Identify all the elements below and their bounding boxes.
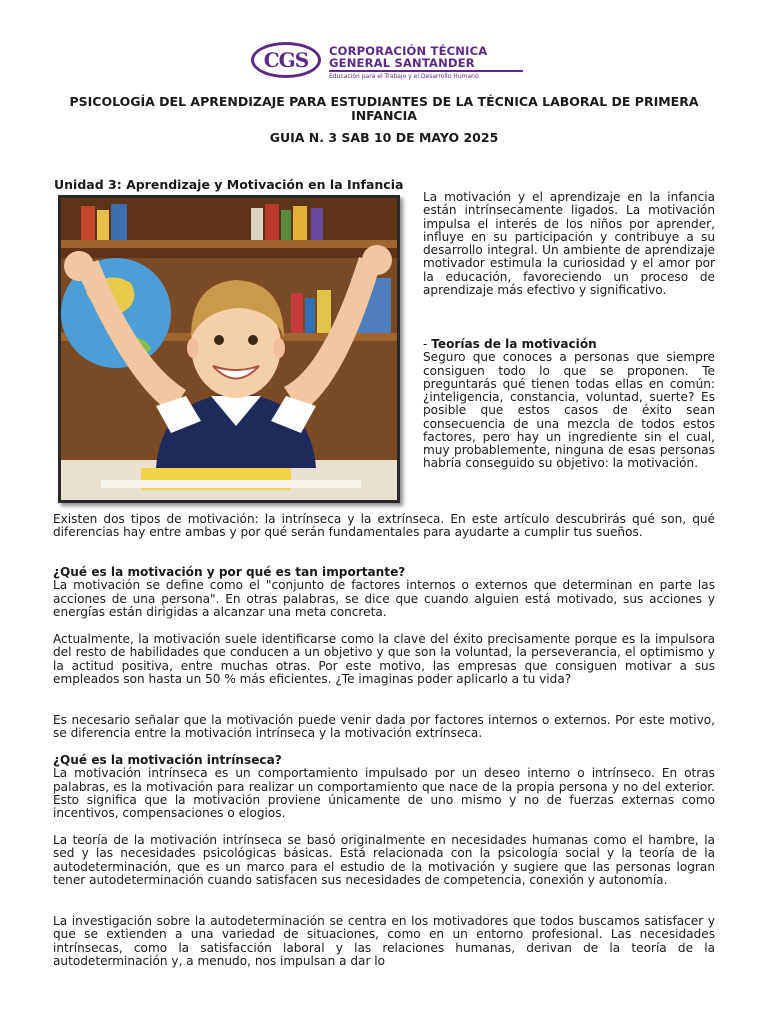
motivation-definition-text: La motivación se define como el "conjunto de factores internos o externos que determinan en parte las acciones de una persona". En otras palabras, se dice que cuando alguien está motivado, sus acciones y energías están dirigidas a alcanzar una meta concreta. — [53, 578, 715, 619]
unit-title: Unidad 3: Aprendizaje y Motivación en la Infancia — [54, 177, 404, 192]
theory-text: La teoría de la motivación intrínseca se basó originalmente en necesidades humanas como el hambre, la sed y las necesidades psicológicas básicas. Está relacionada con la psicología social y la teoría de la autodeterminación, que es un marco para el estudio de la motivación y sugiere que las personas logran tener autodeterminación cuando satisfacen sus necesidades de competencia, conexión y autonomía. — [53, 833, 715, 887]
intro-paragraph — [423, 191, 715, 297]
actualmente-paragraph — [53, 633, 715, 686]
org-name-line1: CORPORACIÓN TÉCNICA — [329, 44, 488, 58]
question-motivation-heading: ¿Qué es la motivación y por qué es tan importante? — [53, 565, 406, 579]
motivation-definition-section — [53, 566, 715, 619]
intrinsic-section — [53, 754, 715, 820]
theories-heading: Teorías de la motivación — [431, 337, 597, 351]
necesario-paragraph — [53, 714, 715, 741]
theory-paragraph — [53, 834, 715, 887]
intrinsic-text: La motivación intrínseca es un comportamiento impulsado por un deseo interno o intrínseco. En otras palabras, es la motivación para realizar un comportamiento que nace de la propia persona y no del exterior. Esto significa que la motivación proviene únicamente de uno mismo y no de fuerzas externas como incentivos, compensaciones o elogios. — [53, 766, 715, 820]
question-intrinsic-heading: ¿Qué es la motivación intrínseca? — [53, 753, 282, 767]
types-text: Existen dos tipos de motivación: la intrínseca y la extrínseca. En este artículo descubrirás qué son, qué diferencias hay entre ambas y por qué serán fundamentales para ayudarte a cumplir tus sueños. — [53, 512, 715, 540]
types-paragraph — [53, 513, 715, 540]
logo-mark: CGS — [263, 48, 309, 72]
institution-logo — [251, 42, 531, 82]
theories-section — [423, 338, 715, 471]
research-paragraph — [53, 915, 715, 968]
theories-text: Seguro que conoces a personas que siempre consiguen todo lo que se proponen. Te preguntarás qué tienen todas ellas en común: ¿inteligencia, constancia, voluntad, suerte? Es posible que estos casos de éxito sean consecuencia de una mezcla de todos estos factores, pero hay un ingrediente sin el cual, muy probablemente, ninguna de esas personas habría conseguido su objetivo: la motivación. — [423, 350, 715, 471]
research-text: La investigación sobre la autodeterminación se centra en los motivadores que todos buscamos satisfacer y que se extienden a una variedad de situaciones, como en un entorno profesional. Las necesidades intrínsecas, como la satisfacción laboral y las relaciones humanas, derivan de la teoría de la autodeterminación y, a menudo, nos impulsan a dar lo — [53, 914, 715, 968]
intro-text: La motivación y el aprendizaje en la infancia están intrínsecamente ligados. La motivación impulsa el interés de los niños por aprender, influye en su participación y contribuye a su desarrollo integral. Un ambiente de aprendizaje motivador estimula la curiosidad y el amor por la educación, favoreciendo un proceso de aprendizaje más efectivo y significativo. — [423, 190, 715, 297]
logo-badge-icon — [251, 42, 321, 78]
logo-divider — [329, 70, 523, 72]
child-illustration — [61, 198, 397, 500]
org-tagline: Educación para el Trabajo y el Desarrollo Humano — [329, 73, 479, 80]
actualmente-text: Actualmente, la motivación suele identificarse como la clave del éxito precisamente porque es la impulsora del resto de habilidades que conducen a un objetivo y que son la voluntad, la perseverancia, el optimismo y la actitud positiva, entre muchas otras. Por este motivo, las empresas que consiguen motivar a sus empleados son hasta un 50 % más eficientes. ¿Te imaginas poder aplicarlo a tu vida? — [53, 632, 715, 686]
theories-bullet: - — [423, 337, 432, 351]
logo-text — [329, 45, 529, 80]
child-celebrating-photo — [58, 195, 400, 503]
org-name-line2: GENERAL SANTANDER — [329, 56, 475, 70]
necesario-text: Es necesario señalar que la motivación puede venir dada por factores internos o externos. Por este motivo, se diferencia entre la motivación intrínseca y la motivación extrínseca. — [53, 713, 715, 741]
document-title: PSICOLOGÍA DEL APRENDIZAJE PARA ESTUDIANTES DE LA TÉCNICA LABORAL DE PRIMERA INFANCIA — [69, 94, 699, 123]
guide-title: GUIA N. 3 SAB 10 DE MAYO 2025 — [269, 130, 499, 145]
theories-heading-line — [423, 338, 715, 351]
